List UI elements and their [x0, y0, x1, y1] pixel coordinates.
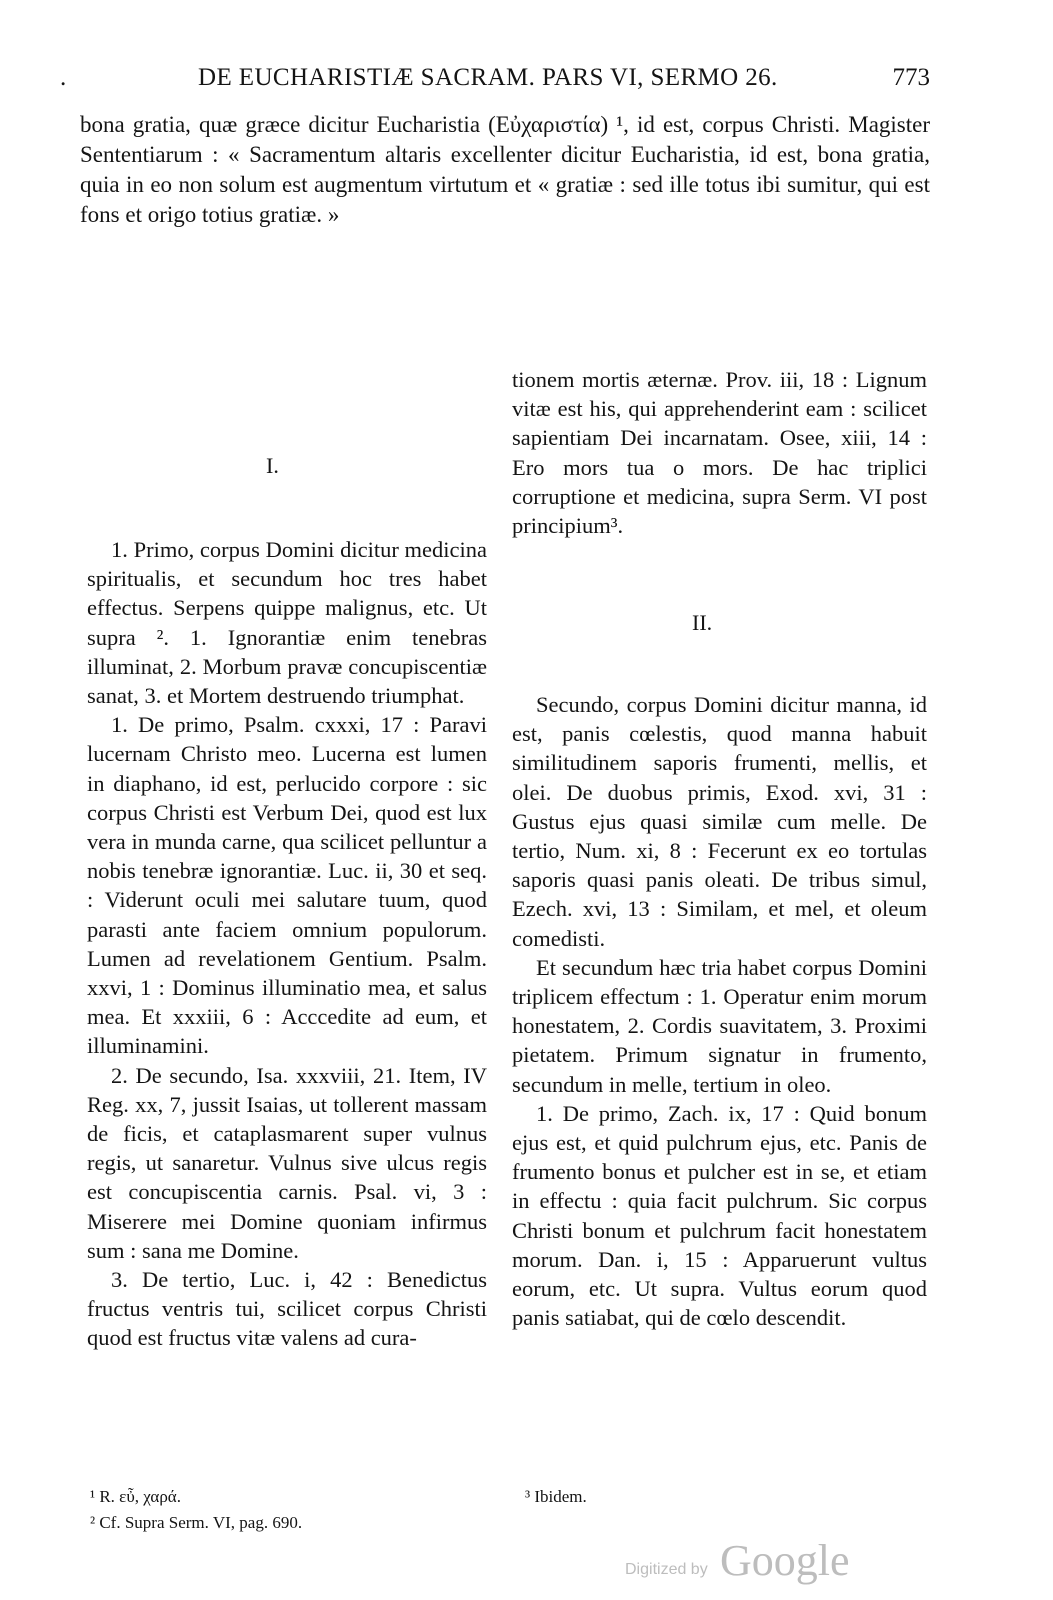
footnotes-right — [525, 1484, 587, 1510]
paragraph: 1. Primo, corpus Domini dicitur medicina spiritualis, et secundum hoc tres habet effectus. Serpens quippe malignus, etc. Ut supra ². 1. Ignorantiæ enim tenebras illuminat, 2. Morbum pravæ concupiscentiæ sanat, 3. et Mortem destruendo triumphat. — [87, 537, 487, 709]
paragraph: 1. De primo, Psalm. cxxxi, 17 : Paravi lucernam Christo meo. Lucerna est lumen in diaphano, id est, perlucido corpore : sic corpus Christi est Verbum Dei, quod est lux vera in munda carne, qua scilicet pelluntur a nobis tenebræ ignorantiæ. Luc. ii, 30 et seq. : Viderunt oculi mei salutare tuum, quod parasti ante faciem omnium populorum. Lumen ad revelationem Gentium. Psalm. xxvi, 1 : Dominus illuminatio mea, et salus mea. Et xxxiii, 6 : Acccedite ad eum, et illuminamini. — [87, 712, 487, 1059]
page-number: 773 — [892, 64, 930, 91]
paragraph: 3. De tertio, Luc. i, 42 : Benedictus fructus ventris tui, scilicet corpus Christi quod est fructus vitæ valens ad cura- — [87, 1267, 487, 1351]
footnote: ³ Ibidem. — [525, 1487, 587, 1506]
google-logo: Google — [720, 1536, 850, 1585]
running-header — [60, 60, 930, 96]
continuation-paragraph: tionem mortis æternæ. Prov. iii, 18 : Lignum vitæ est his, qui apprehenderint eam : scilicet sapientiam Dei incarnatam. Osee, xiii, 14 : Ero mors tua o mors. De hac triplici corruptione et medicina, supra Serm. VI post principium³. — [512, 367, 927, 539]
digitized-by-text: Digitized by — [625, 1561, 708, 1578]
left-column — [87, 535, 487, 1353]
paragraph: 2. De secundo, Isa. xxxviii, 21. Item, IV Reg. xx, 7, jussit Isaias, ut tollerent massam de ficis, et cataplasmarent super vulnus regis, ut sanaretur. Vulnus sive ulcus regis est concupiscentia carnis. Psal. vi, 3 : Miserere mei Domine quoniam infirmus sum : sana me Domine. — [87, 1062, 487, 1263]
right-column-section-2 — [512, 690, 927, 1332]
footnotes-left — [90, 1484, 302, 1536]
section-heading-1: I. — [266, 453, 279, 478]
intro-paragraph: bona gratia, quæ græce dicitur Eucharistia (Εὐχαριστία) ¹, id est, corpus Christi. Magister Sententiarum : « Sacramentum altaris excellenter dicitur Eucharistia, id est, bona gratia, quia in eo non solum est augmentum virtutum et « gratiæ : sed ille totus ibi sumitur, qui est fons et origo totius gratiæ. » — [80, 112, 930, 227]
intro-paragraph-block — [80, 110, 930, 230]
paragraph: Et secundum hæc tria habet corpus Domini triplicem effectum : 1. Operatur enim morum honestatem, 2. Cordis suavitatem, 3. Proximi pietatem. Primum signatur in frumento, secundum in melle, tertium in oleo. — [512, 954, 927, 1097]
footnote: ¹ R. εὖ, χαρά. — [90, 1487, 181, 1506]
header-mark: . — [60, 64, 67, 91]
running-title: DE EUCHARISTIÆ SACRAM. PARS VI, SERMO 26. — [198, 64, 778, 91]
footnote: ² Cf. Supra Serm. VI, pag. 690. — [90, 1513, 303, 1532]
section-heading-2: II. — [692, 610, 713, 635]
right-column — [512, 365, 927, 540]
paragraph: Secundo, corpus Domini dicitur manna, id est, panis cœlestis, quod manna habuit similitudinem saporis frumenti, mellis, et olei. De duobus primis, Exod. xvi, 31 : Gustus ejus quasi similæ cum melle. De tertio, Num. xi, 8 : Fecerunt ex eo tortulas saporis quasi panis oleati. De tribus simul, Ezech. xvi, 13 : Similam, et mel, et oleum comedisti. — [512, 692, 927, 951]
paragraph: 1. De primo, Zach. ix, 17 : Quid bonum ejus est, et quid pulchrum ejus, etc. Panis de frumento bonus et pulcher est in se, et etiam in effectu : quia facit pulchrum. Sic corpus Christi bonum et pulchrum facit honestatem morum. Dan. i, 15 : Apparuerunt vultus eorum, etc. Ut supra. Vultus eorum quod panis satiabat, qui de cœlo descendit. — [512, 1100, 927, 1331]
